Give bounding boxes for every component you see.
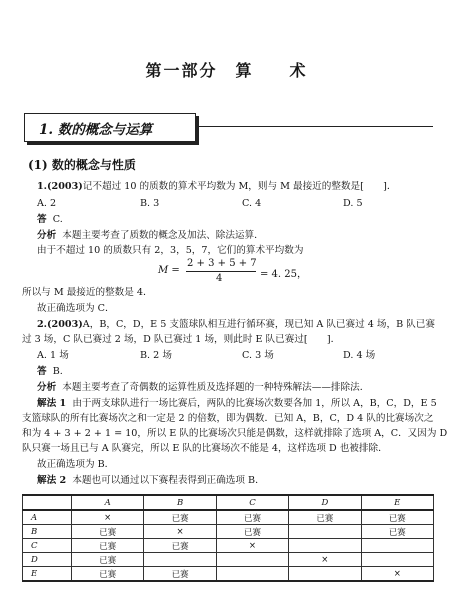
q2-analysis-text: 本题主要考查了奇偶数的运算性质及选择题的一种特殊解法——排除法． (62, 382, 370, 393)
table-header-row (23, 495, 434, 510)
part-title-mid: 算 (235, 61, 254, 80)
q1-analysis (37, 230, 264, 242)
q1-after-formula: 所以与 M 最接近的整数是 4． (22, 287, 153, 298)
subsection-title: (1) 数的概念与性质 (28, 158, 136, 172)
q2-solution2: 解法 2 本题也可以通过以下赛程表得到正确选项 B． (37, 475, 265, 486)
table-cell: 已赛 (72, 525, 144, 539)
q2-solution1-label: 解法 1 (37, 398, 67, 409)
table-cell (216, 567, 288, 582)
q1-stem-line (37, 181, 396, 193)
q2-analysis-label: 分析 (37, 382, 57, 393)
part-title-right: 术 (289, 61, 308, 80)
table-cell: 已赛 (72, 553, 144, 567)
q2-solution1-line-1: 解法 1 由于两支球队进行一场比赛后，两队的比赛场次数要各加 1，所以 A，B，C，D，E 5 (37, 398, 437, 409)
col-header: E (361, 495, 433, 510)
q2-analysis (37, 382, 369, 394)
col-header: B (144, 495, 216, 510)
q2-stem-line-1 (37, 319, 435, 331)
table-cell: 已赛 (144, 539, 216, 553)
q1-analysis-line-1: 本题主要考查了质数的概念及加法、除法运算． (62, 230, 264, 241)
table-cell: 已赛 (72, 567, 144, 582)
q2-stem-1: A，B，C，D，E 5 支篮球队相互进行循环赛，现已知 A 队已赛过 4 场，B 队已赛 (82, 319, 435, 330)
table-cell: × (144, 525, 216, 539)
q2-solution1-line-2: 支篮球队的所有比赛场次之和一定是 2 的倍数，即为偶数．已知 A，B，C，D 4 队的比赛场次之 (22, 413, 434, 424)
q1-answer (37, 214, 63, 226)
q2-option-d: D. 4 场 (343, 350, 376, 361)
col-header: C (216, 495, 288, 510)
q2-solution1-conclusion: 故正确选项为 B． (37, 459, 115, 470)
table-row (23, 567, 434, 582)
q2-option-b: B. 2 场 (140, 350, 172, 361)
table-cell: 已赛 (361, 525, 433, 539)
table-cell: 已赛 (216, 525, 288, 539)
q1-year: (2003) (47, 181, 83, 192)
table-cell (216, 553, 288, 567)
table-cell: × (72, 510, 144, 525)
q2-answer-value: B. (52, 366, 63, 377)
part-title-left: 第一部分 (145, 61, 218, 80)
table-cell: 已赛 (144, 510, 216, 525)
formula-rhs: = 4. 25， (260, 269, 308, 280)
table-cell (144, 553, 216, 567)
col-header: A (72, 495, 144, 510)
q2-number: 2. (37, 319, 48, 330)
section-title: 1. 数的概念与运算 (39, 122, 153, 138)
q2-solution1-line-3: 和为 4 + 3 + 2 + 1 = 10，所以 E 队的比赛场次只能是偶数，这样就排除了选项 A，C．又因为 D (22, 428, 448, 439)
table-cell: 已赛 (361, 510, 433, 525)
col-header: D (289, 495, 361, 510)
q2-year: (2003) (47, 319, 83, 330)
table-row (23, 525, 434, 539)
table-cell: × (216, 539, 288, 553)
table-corner (23, 495, 72, 510)
table-cell: 已赛 (216, 510, 288, 525)
table-cell: 已赛 (289, 510, 361, 525)
row-header: A (23, 510, 72, 525)
table-row (23, 510, 434, 525)
q1-answer-value: C. (52, 214, 63, 225)
q2-option-a: A. 1 场 (37, 350, 69, 361)
table-cell (289, 525, 361, 539)
row-header: D (23, 553, 72, 567)
section-heading-box (24, 113, 196, 142)
formula-denominator: 4 (216, 273, 223, 284)
q1-answer-label: 答 (37, 214, 47, 225)
table-cell (289, 539, 361, 553)
part-title (0, 58, 453, 81)
table-cell (289, 567, 361, 582)
row-header: B (23, 525, 72, 539)
table-row (23, 553, 434, 567)
q2-answer (37, 366, 63, 378)
q1-option-d: D. 5 (343, 198, 363, 209)
q1-option-c: C. 4 (242, 198, 262, 209)
q1-option-b: B. 3 (140, 198, 160, 209)
formula-numerator: 2 + 3 + 5 + 7 (187, 258, 257, 269)
table-cell (361, 553, 433, 567)
table-cell: 已赛 (72, 539, 144, 553)
q1-analysis-line-2: 由于不超过 10 的质数只有 2，3，5，7，它们的算术平均数为 (37, 245, 304, 256)
table-cell: 已赛 (144, 567, 216, 582)
formula-lhs: M = (158, 265, 180, 276)
q1-analysis-label: 分析 (37, 230, 57, 241)
table-row (23, 539, 434, 553)
q1-number: 1. (37, 181, 48, 192)
match-schedule-table (22, 494, 434, 582)
q1-stem: 记不超过 10 的质数的算术平均数为 M，则与 M 最接近的整数是[ ]． (82, 181, 397, 192)
q2-stem-line-2: 过 3 场，C 队已赛过 2 场，D 队已赛过 1 场，则此时 E 队已赛过[ ]． (22, 334, 341, 345)
table-cell: × (289, 553, 361, 567)
fraction-bar (186, 271, 256, 272)
q2-solution1-line-4: 队只赛一场且已与 A 队赛完，所以 E 队的比赛场次不能是 4，这样选项 D 也被排除． (22, 443, 388, 454)
q1-option-a: A. 2 (37, 198, 57, 209)
table-cell (361, 539, 433, 553)
q1-conclusion: 故正确选项为 C． (37, 303, 115, 314)
row-header: C (23, 539, 72, 553)
q2-solution2-label: 解法 2 (37, 475, 67, 486)
table-cell: × (361, 567, 433, 582)
row-header: E (23, 567, 72, 582)
q2-option-c: C. 3 场 (242, 350, 274, 361)
q2-answer-label: 答 (37, 366, 47, 377)
